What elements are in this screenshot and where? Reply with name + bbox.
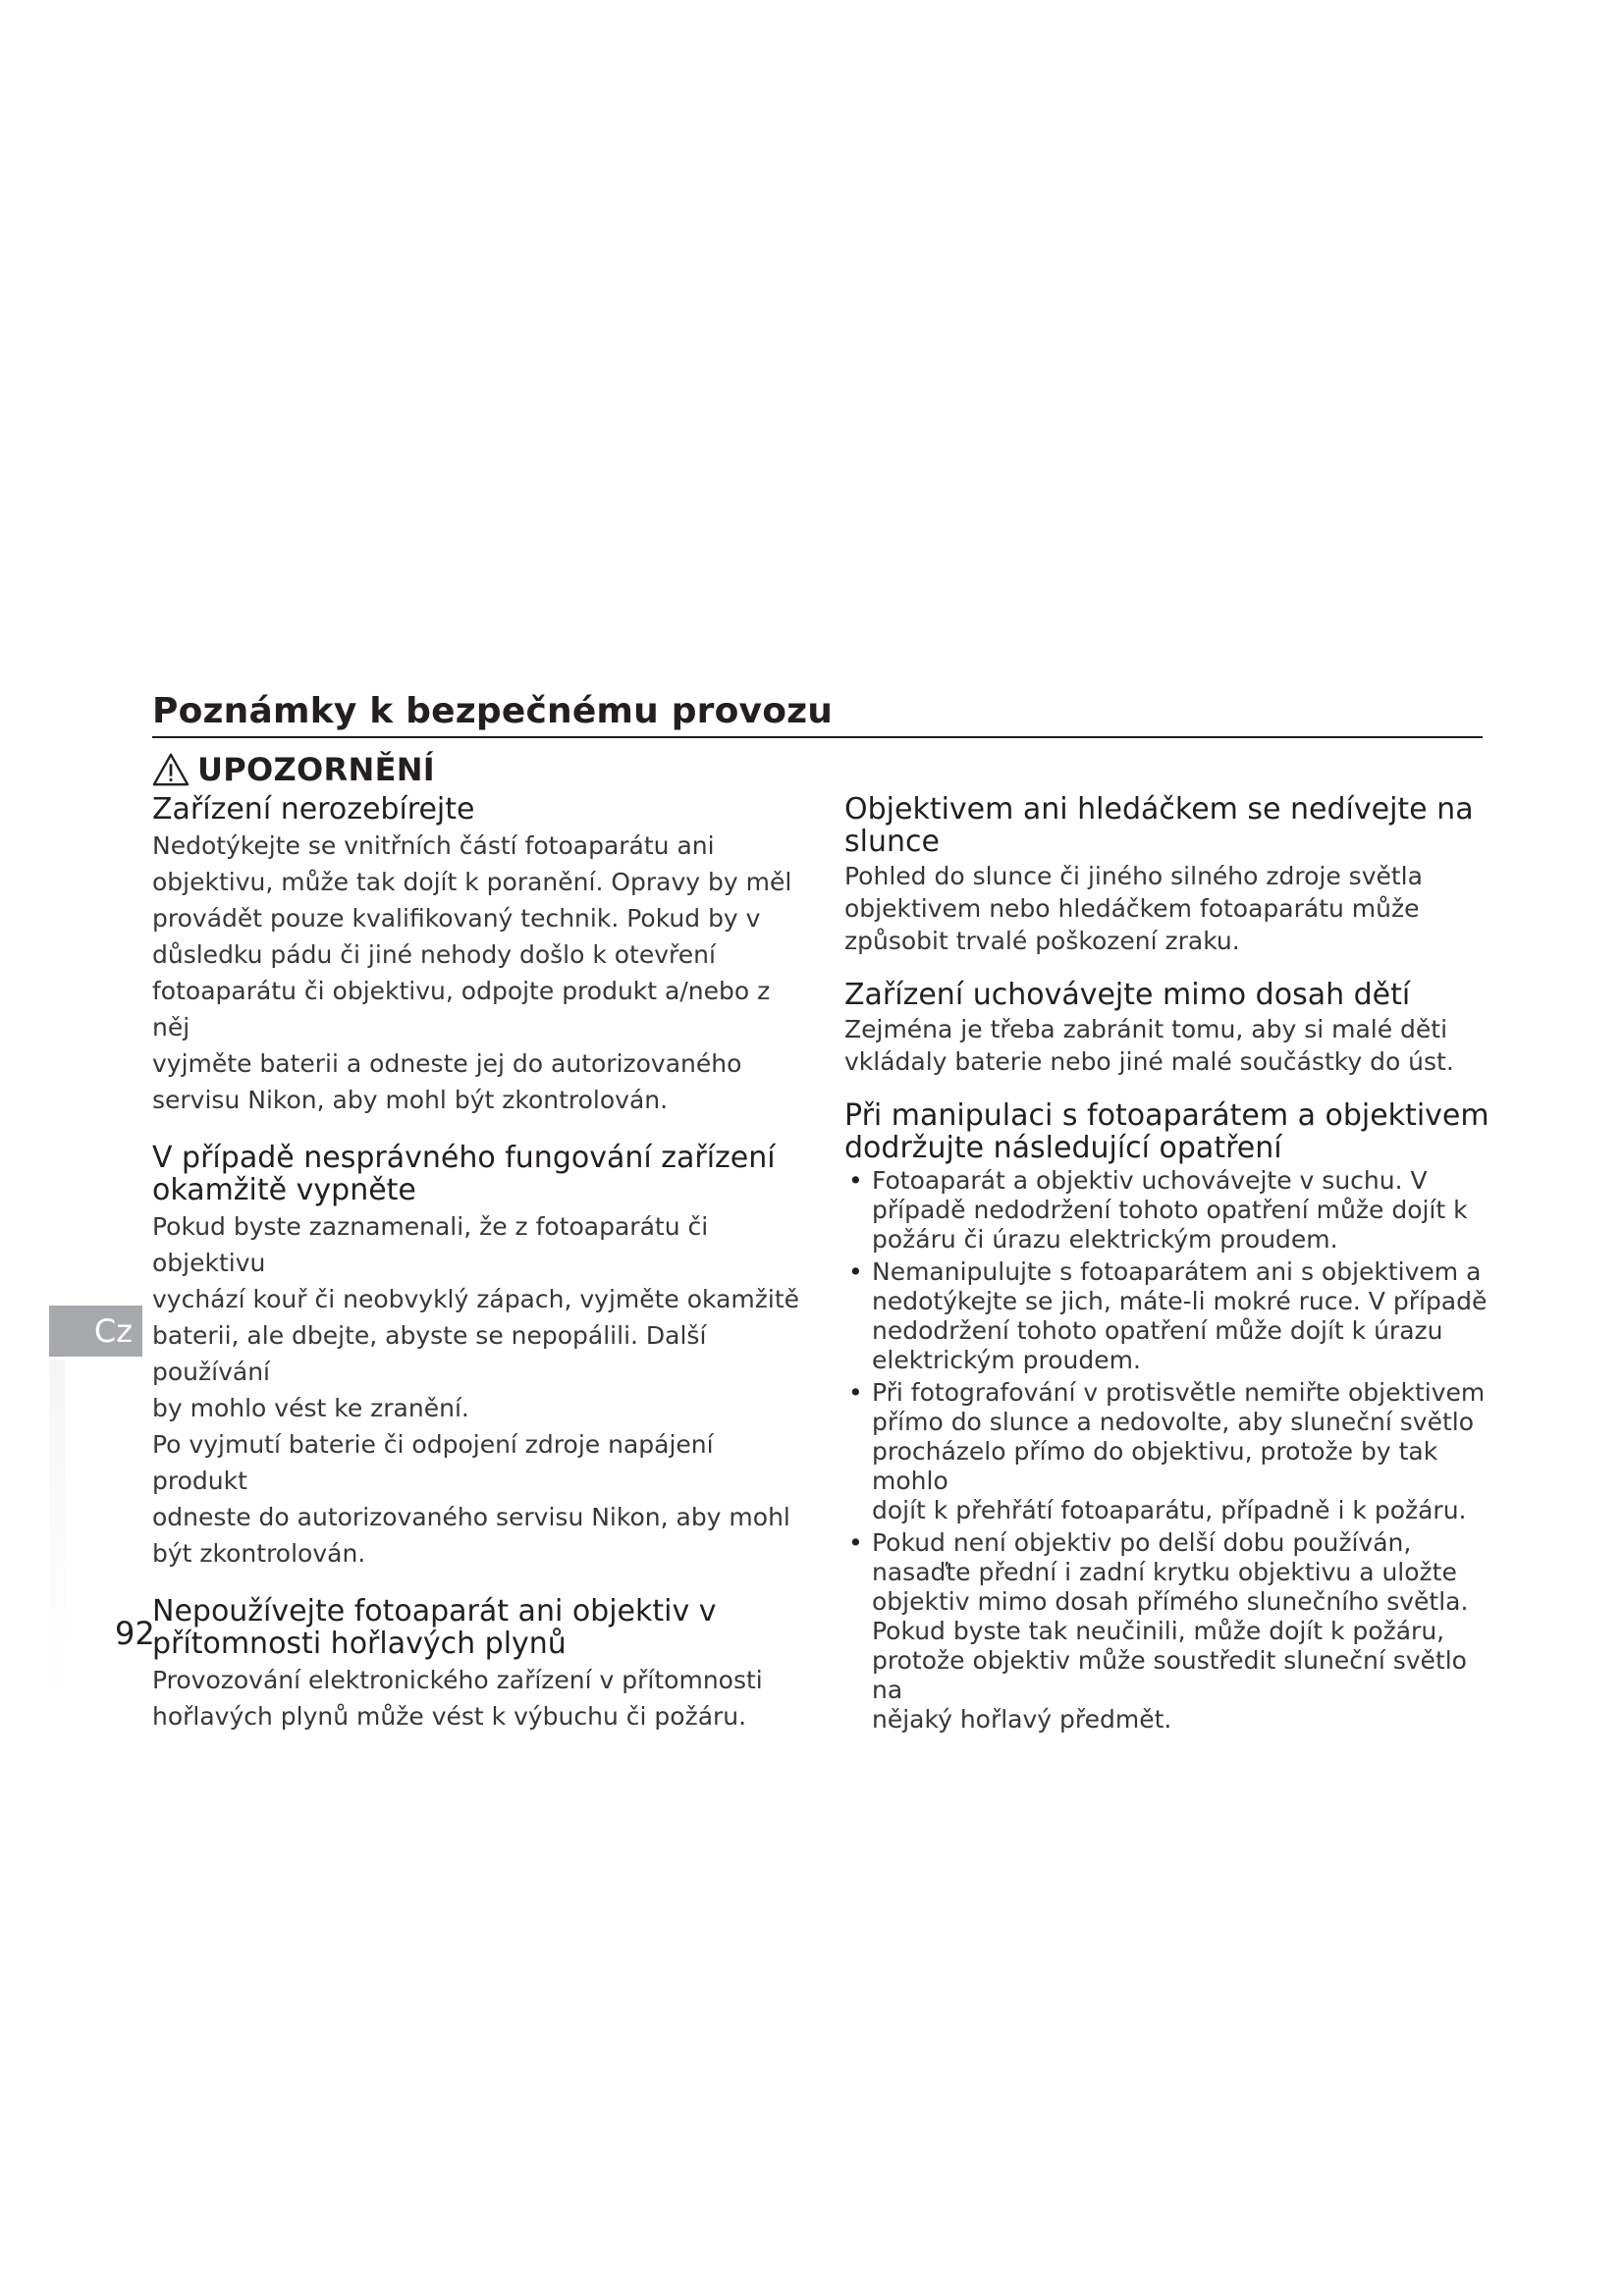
section-heading: Zařízení nerozebírejte — [152, 792, 475, 827]
section-body: Zejména je třeba zabránit tomu, aby si malé děti vkládaly baterie nebo jiné malé součástky do úst. — [844, 1015, 1454, 1076]
list-item — [844, 1257, 1492, 1375]
section-heading: V případě nesprávného fungování zařízení okamžitě vypněte — [152, 1141, 776, 1207]
list-item-text: Nemanipulujte s fotoaparátem ani s objektivem a nedotýkejte se jich, máte-li mokré ruce. V případě nedodržení tohoto opatření může dojít k úrazu elektrickým proudem. — [872, 1257, 1488, 1374]
left-column — [152, 793, 800, 1735]
page-number: 92 — [115, 1615, 155, 1652]
warning-triangle-icon — [152, 752, 189, 787]
page-title: Poznámky k bezpečnému provozu — [152, 691, 834, 731]
warning-label: UPOZORNĚNÍ — [197, 751, 436, 788]
section-handling-precautions — [844, 1099, 1492, 1735]
title-divider — [152, 736, 1483, 738]
section-sun-viewing — [844, 793, 1492, 957]
section-body: Nedotýkejte se vnitřních částí fotoaparátu ani objektivu, může tak dojít k poranění. Opravy by měl provádět pouze kvalifikovaný technik. Pokud by v důsledku pádu či jiné nehody došlo k otevření fotoaparátu či objektivu, odpojte produkt a/nebo z něj vyjměte baterii a odneste jej do autorizovaného servisu Nikon, aby mohl být zkontrolován. — [152, 831, 792, 1114]
language-tab: Cz — [49, 1306, 142, 1357]
section-heading: Při manipulaci s fotoaparátem a objektivem dodržujte následující opatření — [844, 1098, 1489, 1165]
section-heading: Objektivem ani hledáčkem se nedívejte na slunce — [844, 792, 1474, 859]
list-item-text: Při fotografování v protisvětle nemiřte objektivem přímo do slunce a nedovolte, aby sluneční světlo procházelo přímo do objektivu, protože by tak mohlo dojít k přehřátí fotoaparátu, případně i k požáru. — [872, 1378, 1486, 1524]
precautions-list — [844, 1166, 1492, 1735]
section-body: Provozování elektronického zařízení v přítomnosti hořlavých plynů může vést k výbuchu či požáru. — [152, 1666, 763, 1731]
bullet-icon: • — [848, 1378, 863, 1407]
section-flammable-gas — [152, 1595, 800, 1735]
warning-header — [152, 748, 435, 791]
section-heading: Nepoužívejte fotoaparát ani objektiv v přítomnosti hořlavých plynů — [152, 1594, 717, 1661]
bullet-icon: • — [848, 1257, 863, 1286]
section-children — [844, 979, 1492, 1078]
bullet-icon: • — [848, 1528, 863, 1557]
section-malfunction — [152, 1142, 800, 1572]
right-column — [844, 793, 1492, 1737]
section-disassembly — [152, 793, 800, 1118]
section-body: Pokud byste zaznamenali, že z fotoaparátu či objektivu vychází kouř či neobvyklý zápach, vyjměte okamžitě baterii, ale dbejte, abyste se nepopálili. Další používání by mohlo vést ke zranění. Po vyjmutí baterie či odpojení zdroje napájení produkt odneste do autorizovaného servisu Nikon, aby mohl být zkontrolován. — [152, 1212, 800, 1568]
section-body: Pohled do slunce či jiného silného zdroje světla objektivem nebo hledáčkem fotoaparátu může způsobit trvalé poškození zraku. — [844, 862, 1423, 955]
bullet-icon: • — [848, 1166, 863, 1195]
language-tab-strip — [49, 1360, 65, 1703]
list-item — [844, 1166, 1492, 1255]
section-heading: Zařízení uchovávejte mimo dosah dětí — [844, 978, 1411, 1012]
list-item — [844, 1528, 1492, 1735]
list-item-text: Fotoaparát a objektiv uchovávejte v suchu. V případě nedodržení tohoto opatření může dojít k požáru či úrazu elektrickým proudem. — [872, 1166, 1468, 1254]
list-item-text: Pokud není objektiv po delší dobu používán, nasaďte přední i zadní krytku objektivu a uložte objektiv mimo dosah přímého slunečního světla. Pokud byste tak neučinili, může dojít k požáru, protože objektiv může soustředit sluneční světlo na nějaký hořlavý předmět. — [872, 1528, 1469, 1734]
list-item — [844, 1378, 1492, 1525]
